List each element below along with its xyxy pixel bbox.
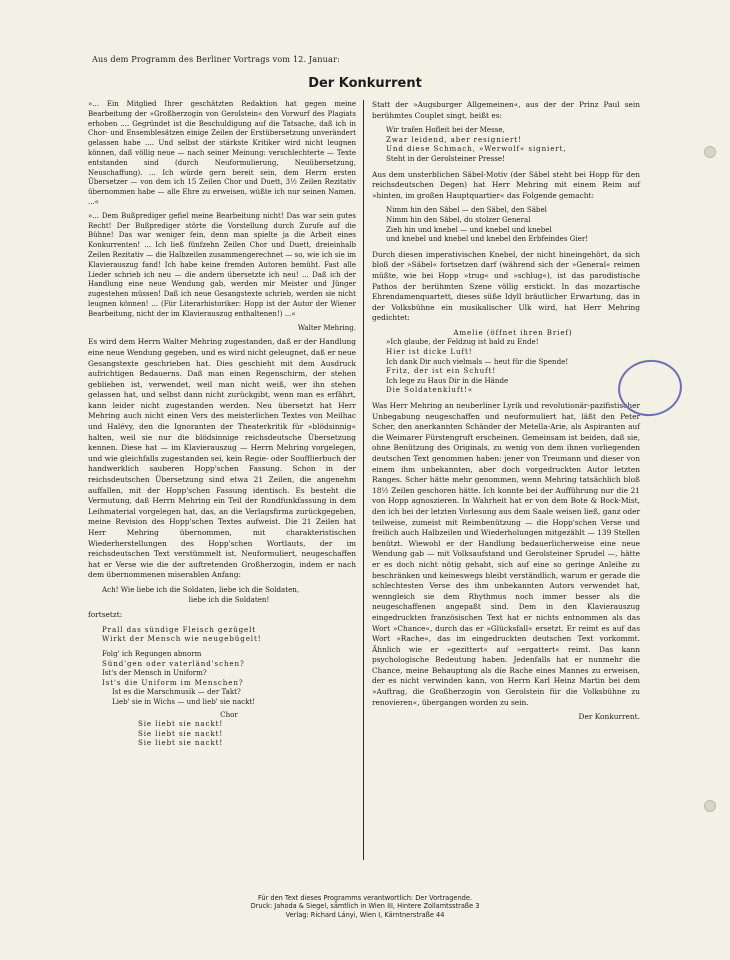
chorus-label: Chor [220,709,238,719]
verse-line: Fritz, der ist ein Schuft! [386,366,497,376]
body-paragraph: Was Herr Mehring an neuberliner Lyrik und revolutionär-pazifistischer Unbegabung neugeschaffen und neuformuliert hat, läßt den Peter Scher, den anerkannten Schänder der Metella-Arie, als Aspiranten auf die Weimarer Fürstengruft erscheinen. Gemeinsam ist beiden, daß sie, ohne Benützung des Originals, zu wenig von dem ihnen vorliegenden deutschen Text genommen haben: jener von Treumann und dieser von einem ihm unbekannten, aber doch vorgedruckten Autor letzten Ranges. Scher hätte mehr genommen, wenn Mehring tatsächlich bloß 18½ Zeilen geschoren hätte. Ich konnte bei der Aufführung nur die 21 von Hopp agnoszieren. In Wahrheit hat er von dem Bote & Bock-Mist, den ich bei der letzten Vorlesung aus dem Saale weisen ließ, ganz oder teilweise, zumeist mit Reimbenützung — die Hopp'schen Verse und freilich auch Halbzeilen und Wiederholungen mitgezählt — 139 Stellen benützt. Wiewohl er der Handlung bedauerlicherweise eine neue Wendung gab — mit Volksaufstand und Gerolsteiner Sprudel —, hätte er es doch nicht nötig gehabt, sich auf eine so geringe Anleihe zu beschränken und keineswegs bleibt verständlich, warum er gerade die schlechtesten Verse des ihm unbekannten Autors verwendet hat, wenngleich sie dem Rhythmus noch immer besser als die neugeschaffenen angepaßt sind. Dem in den Klavierauszug eingedruckten französischen Text hat er nichts entnommen als das Wort »Chance«, durch das er »Glücksfall« ersetzt. Er reimt es auf das Wort »Rache«, das im eingedruckten deutschen Text vorkommt. Ähnlich wie er »gezittert« auf »ergattert« reimt. Das kann psychologische Bedeutung haben. Jedenfalls hat er nunmehr die Chance, meine Behauptung als die Rache eines Mannes zu erweisen, der es nicht verwinden kann, von Herrn Karl Heinz Martin bei dem »Auftrag, die Großherzogin von Gerolstein für die Volksbühne zu renovieren«, übergangen worden zu sein. [372,401,640,707]
verse-line: Nimm hin den Säbel, du stolzer General [386,214,531,224]
verse-line: Hier ist dicke Luft! [386,347,473,357]
punch-hole [704,146,716,158]
verse-line: Ich dank Dir auch vielmals — heut für die Spende! [386,356,569,366]
verse-block [386,328,640,395]
imprint-footer [0,894,730,919]
verse-line: Sie liebt sie nackt! [138,738,224,748]
verse-line: »Ich glaube, der Feldzug ist bald zu Ende! [386,337,539,347]
verse-line: Wir trafen Hofleit bei der Messe, [386,125,505,135]
imprint-line: Verlag: Richard Lányi, Wien I, Kärntnerstraße 44 [285,910,445,919]
verse-line: Prall das sündige Fleisch gezügelt [102,624,257,634]
program-intro: Aus dem Programm des Berliner Vortrags vom 12. Januar: [92,54,340,64]
verse-block [102,625,356,748]
column-divider [363,100,364,860]
verse-heading: Amelie (öffnet ihren Brief) [453,327,573,337]
page-title: Der Konkurrent [308,76,422,91]
body-paragraph: Statt der »Augsburger Allgemeinen«, aus der der Prinz Paul sein berühmtes Couplet singt, heißt es: [372,100,640,120]
verse-line: Und diese Schmach, »Werwolf« signiert, [386,144,567,154]
verse-line: liebe ich die Soldaten! [188,594,270,604]
verse-line: und knebel und knebel und knebel den Erbfeindes Gier! [386,234,589,244]
verse-line: Nimm hin den Säbel — den Säbel, den Säbel [386,205,547,215]
verse-line: Zwar leidend, aber resigniert! [386,134,522,144]
verse-line: Sie liebt sie nackt! [138,719,224,729]
body-paragraph: Durch diesen imperativischen Knebel, der nicht hineingehört, da sich bloß der »Säbel« fortsetzen darf (während sich der »General« reimen müßte, wie bei Hopp »trug« und »schlug«), ist das parodistische Pathos der berühmten Szene völlig erstickt. In das mozartische Ehrendamenquartett, dieses süße Idyll bräutlicher Erwartung, das in der Volksbühne ein musikalischer Ulk wird, hat Herr Mehring gedichtet: [372,249,640,323]
verse-block [386,125,640,163]
quote-verse [102,585,356,604]
right-column [372,100,640,727]
imprint-line: Druck: Jahoda & Siegel, sämtlich in Wien III, Hintere Zollamtsstraße 3 [250,902,480,911]
verse-block [386,205,640,243]
verse-line: Zieh hin und knebel — und knebel und knebel [386,224,552,234]
body-paragraph: Es wird dem Herrn Walter Mehring zugestanden, daß er der Handlung eine neue Wendung gegeben, und es wird nicht geleugnet, daß er neue Gesangstexte geschrieben hat. Dies geschieht mit dem Ausdruck aufrichtigen Bedauerns. Daß man einen Regenschirm, der stehen geblieben ist, verwendet, weil man nicht weiß, wer ihn stehen gelassen hat, und selbst dann nicht zurückgibt, wenn man es erfährt, kann leider nicht zugestanden werden. Neu übersetzt hat Herr Mehring auch nicht einen Vers des meisterlichen Textes von Meilhac und Halévy, den die Ignoranten der Theaterkritik für »blödsinnig« halten, weil sie nur die blödsinnige reichsdeutsche Übersetzung kennen. Diese hat — im Klavierauszug — Herrn Mehring vorgelegen, und wie gleichfalls zugestanden sei, kein Regie- oder Soufflierbuch der handwerklich sauberen Hopp'schen Fassung. Schon in der reichsdeutschen Übersetzung sind etwa 21 Zeilen, die angenehm auffallen, mit der Hopp'schen Fassung identisch. Es besteht die Vermutung, daß Herrn Mehring ein Teil der Rundfunkfassung in dem Leihmaterial vorgelegen hat, das, an die Verlagsfirma zurückgegeben, meine Revision des Hopp'schen Textes aufweist. Die 21 Zeilen hat Herr Mehring übernommen, mit charakteristischen Wiederherstellungen des Hopp'schen Wortlauts, der im reichsdeutschen Text verstümmelt ist. Neuformuliert, neugeschaffen hat er Verse wie die der auftretenden Großherzogin, indem er nach dem übernommenen miserablen Anfang: [88,337,356,580]
quote-paragraph-2: »... Dem Bußprediger gefiel meine Bearbeitung nicht! Das war sein gutes Recht! Der Bußprediger störte die Vorstellung durch Zurufe auf die Bühne! Das war weniger fein, denn man spielte ja die Arbeit eines Konkurrenten! ... Ich ließ fünfzehn Zeilen Chor und Duett, dreieinhalb Zeilen Rezitativ — die Halbzeilen zusammengerechnet — so, wie ich sie im Klavierauszug fand! Ich habe keine fremden Autoren bemüht. Fast alle Lieder schrieb ich neu — die andern übersetzte ich neu! ... Daß ich der Handlung eine neue Wendung gab, werden mir Meister und Jünger zugestehen müssen! Daß ich neue Gesangstexte schrieb, werden sie nicht leugnen können! ... (Für Literarhistoriker: Hopp ist der Autor der Wiener Bearbeitung, nicht der im Klavierauszug enthaltenen!) ...« [88,211,356,318]
quote-paragraph-1: »... Ein Mitglied Ihrer geschätzten Redaktion hat gegen meine Bearbeitung der »Großherzogin von Gerolstein« den Vorwurf des Plagiats erhoben .... Gegründet ist die Beschuldigung auf die Tatsache, daß ich in Chor- und Ensemblesätzen einige Zeilen der Erstübersetzung unverändert gelassen habe .... Und selbst der stärkste Kritiker wird nicht leugnen können, daß völlig neue — nach seiner Meinung: verschlechterte — Texte entstanden sind (durch Neuformulierung, Neuübersetzung, Neuschaffung). ... Ich würde gern bereit sein, dem Herrn ersten Übersetzer — von dem ich 15 Zeilen Chor und Duett, 3½ Zeilen Rezitativ übernommen habe — alle Ehre zu erweisen, wüßte ich nur seinen Namen. ...« [88,100,356,206]
continuation-label: fortsetzt: [88,610,123,620]
verse-line: Lieb' sie in Wichs — und lieb' sie nackt! [112,696,256,706]
verse-line: Steht in der Gerolsteiner Presse! [386,153,505,163]
verse-line: Die Soldatenkluft!« [386,385,474,395]
verse-line: Ist es die Marschmusik — der Takt? [112,687,241,697]
verse-line: Folg' ich Regungen abnorm [102,648,202,658]
verse-line: Ich lege zu Haus Dir in die Hände [386,375,509,385]
verse-line: Wirkt der Mensch wie neugebügelt! [102,634,262,644]
verse-line: Ist's die Uniform im Menschen? [102,677,244,687]
quote-signature: Walter Mehring. [297,323,356,332]
punch-hole [704,800,716,812]
verse-line: Ach! Wie liebe ich die Soldaten, liebe ich die Soldaten, [102,584,300,594]
signature: Der Konkurrent. [578,712,640,722]
body-paragraph: Aus dem unsterblichen Säbel-Motiv (der Säbel steht bei Hopp für den reichsdeutschen Degen) hat Herr Mehring mit einem Reim auf »hinten, im großen Hauptquartier« das Folgende gemacht: [372,169,640,200]
verse-line: Ist's der Mensch in Uniform? [102,668,207,678]
left-column [88,100,356,754]
verse-line: Sie liebt sie nackt! [138,728,224,738]
verse-line: Sünd'gen oder vaterländ'schen? [102,658,245,668]
imprint-line: Für den Text dieses Programms verantwortlich: Der Vortragende. [257,894,472,902]
